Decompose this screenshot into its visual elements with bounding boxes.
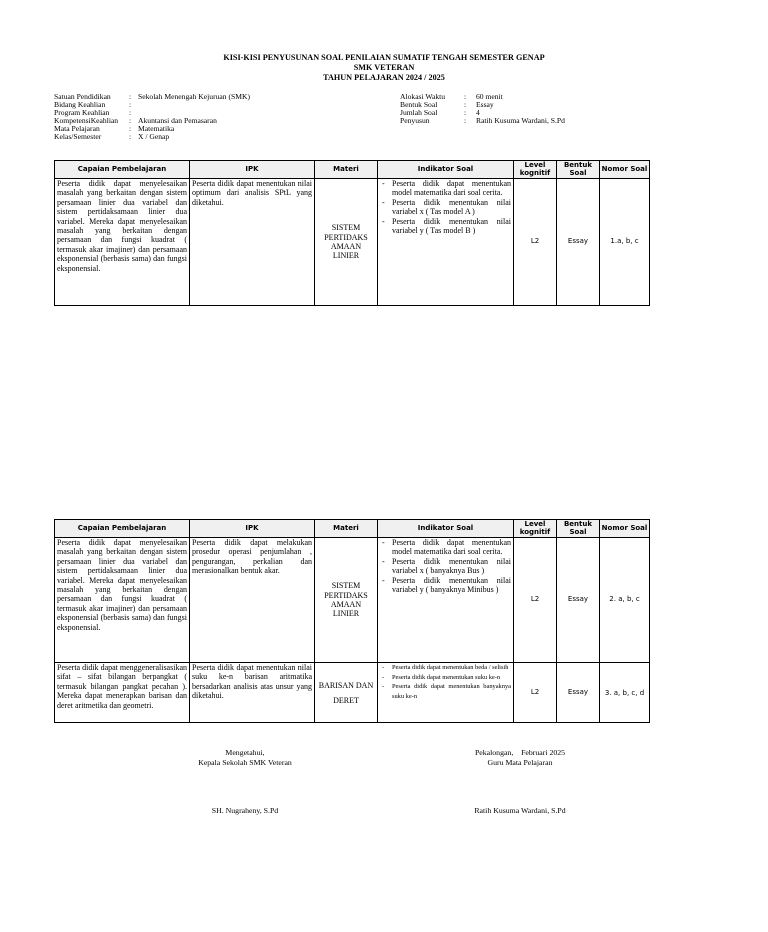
doc-title-line3: TAHUN PELAJARAN 2024 / 2025 xyxy=(323,73,445,82)
cell-indikator xyxy=(378,538,514,663)
meta-row: Satuan Pendidikan : Sekolah Menengah Kejuruan (SMK) xyxy=(54,92,250,101)
col-header-bentuk: Bentuk Soal xyxy=(557,161,600,179)
meta-value: 60 menit xyxy=(476,92,503,101)
cell-level: L2 xyxy=(514,179,557,306)
signature-right-line1: Pekalongan, Februari 2025 xyxy=(474,748,566,757)
signature-left-line1: Mengetahui, xyxy=(225,748,265,757)
col-header-materi: Materi xyxy=(315,161,378,179)
cell-indikator xyxy=(378,663,514,723)
meta-value: Sekolah Menengah Kejuruan (SMK) xyxy=(138,92,250,101)
indikator-item: - Peserta didik menentukan nilai variabel y ( banyaknya Minibus ) xyxy=(380,576,511,595)
table-row xyxy=(55,179,650,306)
signature-left-block xyxy=(180,748,310,767)
meta-label: Bidang Keahlian xyxy=(54,99,106,109)
meta-value: Essay xyxy=(476,99,494,109)
meta-label: Alokasi Waktu xyxy=(400,92,446,101)
meta-label: Penyusun xyxy=(400,115,430,125)
col-header-indikator: Indikator Soal xyxy=(378,520,514,538)
meta-row: Kelas/Semester : X / Genap xyxy=(54,131,170,141)
cell-capaian: Peserta didik dapat menggeneralisasikan sifat – sifat bilangan berpangkat ( termasuk bilangan pangkat pecahan ). Mereka dapat menerapkan barisan dan deret aritmetika dan geometri. xyxy=(55,663,190,723)
meta-row: Penyusun : Ratih Kusuma Wardani, S.Pd xyxy=(400,115,565,125)
indikator-item: - Peserta didik dapat menentukan model matematika dari soal cerita. xyxy=(380,538,511,557)
table-header-row xyxy=(55,520,650,538)
table-row xyxy=(55,663,650,723)
cell-bentuk: Essay xyxy=(557,538,600,663)
meta-label: Satuan Pendidikan xyxy=(54,92,111,101)
col-header-level: Level kognitif xyxy=(514,161,557,179)
meta-row: Alokasi Waktu : 60 menit xyxy=(400,92,503,101)
meta-row: Mata Pelajaran : Matematika xyxy=(54,123,175,133)
meta-left-block xyxy=(54,93,250,140)
cell-capaian: Peserta didik dapat menyelesaikan masalah yang berkaitan dengan sistem persamaan linier dua variabel dan sistem pertidaksamaan linier dua variabel. Mereka dapat menyelesaikan masalah yang berkaitan dengan persamaan dan fungsi kuadrat ( termasuk akar imajiner) dan persamaan eksponensial (berbasis sama) dan fungsi eksponensial. xyxy=(55,538,190,663)
col-header-bentuk: Bentuk Soal xyxy=(557,520,600,538)
cell-nomor: 1.a, b, c xyxy=(600,179,650,306)
indikator-item: - Peserta didik dapat menentukan banyaknya suku ke-n xyxy=(380,682,511,701)
table-header-row xyxy=(55,161,650,179)
meta-label: Bentuk Soal xyxy=(400,99,438,109)
meta-value: Matematika xyxy=(138,123,175,133)
cell-indikator xyxy=(378,179,514,306)
cell-level: L2 xyxy=(514,538,557,663)
meta-label: KompetensiKeahlian xyxy=(54,115,119,125)
col-header-capaian: Capaian Pembelajaran xyxy=(55,520,190,538)
kisi-table-2 xyxy=(54,519,650,723)
signature-left-line2: Kepala Sekolah SMK Veteran xyxy=(198,757,292,767)
cell-capaian: Peserta didik dapat menyelesaikan masalah yang berkaitan dengan sistem persamaan linier dua variabel dan sistem pertidaksamaan linier dua variabel. Mereka dapat menyelesaikan masalah yang berkaitan dengan persamaan dan fungsi kuadrat ( termasuk akar imajiner) dan persamaan eksponensial (berbasis sama) dan fungsi eksponensial. xyxy=(55,179,190,306)
col-header-nomor: Nomor Soal xyxy=(600,520,650,538)
cell-level: L2 xyxy=(514,663,557,723)
signature-right-line2: Guru Mata Pelajaran xyxy=(487,757,553,767)
indikator-item: - Peserta didik dapat menentukan suku ke-n xyxy=(380,673,511,683)
cell-ipk: Peserta didik dapat melakukan prosedur operasi penjumlahan , pengurangan, perkalian dan merasionalkan bentuk akar. xyxy=(190,538,315,663)
cell-materi: BARISAN DAN DERET xyxy=(315,663,378,723)
indikator-item: - Peserta didik dapat menentukan model matematika dari soal cerita. xyxy=(380,179,511,198)
signature-right-block xyxy=(450,748,590,767)
indikator-item: - Peserta didik menentukan nilai variabel x ( banyaknya Bus ) xyxy=(380,557,511,576)
cell-materi: SISTEM PERTIDAKS AMAAN LINIER xyxy=(315,179,378,306)
indikator-item: - Peserta didik menentukan nilai variabel y ( Tas model B ) xyxy=(380,217,511,236)
meta-value: Ratih Kusuma Wardani, S.Pd xyxy=(476,115,565,125)
doc-title-line2: SMK VETERAN xyxy=(353,63,415,72)
cell-nomor: 3. a, b, c, d xyxy=(600,663,650,723)
col-header-capaian: Capaian Pembelajaran xyxy=(55,161,190,179)
meta-right-block xyxy=(400,93,565,125)
col-header-level: Level kognitif xyxy=(514,520,557,538)
meta-row: Bidang Keahlian : xyxy=(54,99,132,109)
doc-title-line1: KISI-KISI PENYUSUNAN SOAL PENILAIAN SUMATIF TENGAH SEMESTER GENAP xyxy=(223,53,545,62)
meta-label: Kelas/Semester xyxy=(54,131,102,141)
col-header-materi: Materi xyxy=(315,520,378,538)
col-header-nomor: Nomor Soal xyxy=(600,161,650,179)
meta-row: Jumlah Soal : 4 xyxy=(400,107,480,117)
indikator-item: - Peserta didik dapat menentukan beda / selisih xyxy=(380,663,511,673)
table-row xyxy=(55,538,650,663)
kisi-table-1 xyxy=(54,160,650,306)
col-header-ipk: IPK xyxy=(190,161,315,179)
meta-row: Bentuk Soal : Essay xyxy=(400,99,494,109)
meta-row: KompetensiKeahlian : Akuntansi dan Pemasaran xyxy=(54,115,217,125)
cell-ipk: Peserta didik dapat menentukan nilai optimum dari analisis SPtL yang diketahui. xyxy=(190,179,315,306)
cell-ipk: Peserta didik dapat menentukan nilai suku ke-n barisan aritmatika bersadarkan analisis atas unsur yang diketahui. xyxy=(190,663,315,723)
meta-row: Program Keahlian : xyxy=(54,107,132,117)
col-header-ipk: IPK xyxy=(190,520,315,538)
signature-right-name: Ratih Kusuma Wardani, S.Pd xyxy=(474,806,566,815)
meta-value: Akuntansi dan Pemasaran xyxy=(138,115,217,125)
signature-left-name: SH. Nugraheny, S.Pd xyxy=(211,806,279,815)
meta-label: Program Keahlian xyxy=(54,107,110,117)
cell-bentuk: Essay xyxy=(557,179,600,306)
indikator-item: - Peserta didik menentukan nilai variabel x ( Tas model A ) xyxy=(380,198,511,217)
col-header-indikator: Indikator Soal xyxy=(378,161,514,179)
meta-label: Mata Pelajaran xyxy=(54,123,100,133)
meta-value: X / Genap xyxy=(138,131,170,141)
meta-value: 4 xyxy=(476,107,480,117)
cell-bentuk: Essay xyxy=(557,663,600,723)
cell-materi: SISTEM PERTIDAKS AMAAN LINIER xyxy=(315,538,378,663)
cell-nomor: 2. a, b, c xyxy=(600,538,650,663)
meta-label: Jumlah Soal xyxy=(400,107,438,117)
